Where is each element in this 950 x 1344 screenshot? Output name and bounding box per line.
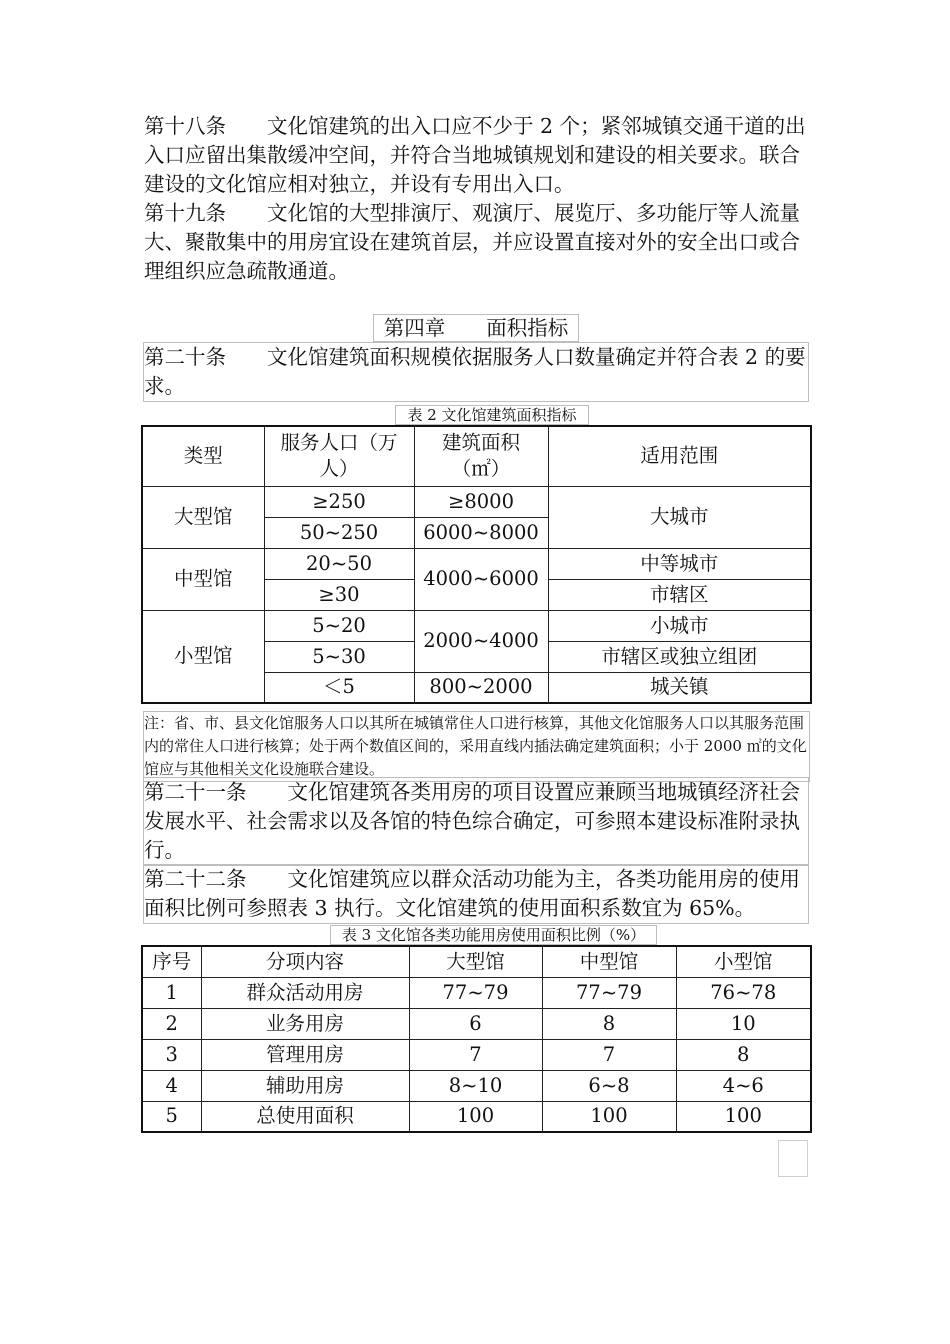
header-index: 序号 [142, 946, 201, 977]
table2-note: 注：省、市、县文化馆服务人口以其所在城镇常住人口进行核算，其他文化馆服务人口以其服务范围内的常住人口进行核算；处于两个数值区间的，采用直线内插法确定建筑面积；小于 2000 ㎡的文化馆应与其他相关文化设施联合建设。 [143, 711, 810, 782]
medium-scope-2: 市辖区 [548, 579, 811, 610]
large-area-2: 6000~8000 [414, 517, 548, 548]
table3-caption: 表 3 文化馆各类功能用房使用面积比例（%） [330, 925, 657, 945]
row-large: 100 [409, 1101, 542, 1132]
row-index: 4 [142, 1070, 201, 1101]
small-pop-1: 5~20 [264, 610, 414, 641]
small-scope-2: 市辖区或独立组团 [548, 641, 811, 672]
header-type: 类型 [142, 426, 264, 486]
small-area-2: 800~2000 [414, 672, 548, 703]
page-corner-frame [778, 1140, 808, 1177]
table-row [142, 1101, 811, 1132]
row-large: 8~10 [409, 1070, 542, 1101]
table-row [142, 977, 811, 1008]
row-small: 76~78 [676, 977, 811, 1008]
row-small: 8 [676, 1039, 811, 1070]
table-row [142, 1070, 811, 1101]
row-medium: 6~8 [542, 1070, 676, 1101]
small-area-1: 2000~4000 [414, 610, 548, 672]
row-medium: 8 [542, 1008, 676, 1039]
type-large: 大型馆 [142, 486, 264, 548]
row-large: 77~79 [409, 977, 542, 1008]
article-21: 第二十一条 文化馆建筑各类用房的项目设置应兼顾当地城镇经济社会发展水平、社会需求以及各馆的特色综合确定，可参照本建设标准附录执行。 [143, 777, 809, 866]
row-small: 4~6 [676, 1070, 811, 1101]
row-small: 100 [676, 1101, 811, 1132]
article-20: 第二十条 文化馆建筑面积规模依据服务人口数量确定并符合表 2 的要求。 [143, 342, 809, 402]
medium-pop-1: 20~50 [264, 548, 414, 579]
table-row [142, 1039, 811, 1070]
article-18: 第十八条 文化馆建筑的出入口应不少于 2 个；紧邻城镇交通干道的出入口应留出集散缓冲空间，并符合当地城镇规划和建设的相关要求。联合建设的文化馆应相对独立，并设有专用出入口。 [144, 114, 806, 196]
header-population: 服务人口（万人） [264, 426, 414, 486]
type-medium: 中型馆 [142, 548, 264, 610]
row-medium: 77~79 [542, 977, 676, 1008]
table-row [142, 1008, 811, 1039]
row-item: 管理用房 [201, 1039, 409, 1070]
header-area: 建筑面积（㎡） [414, 426, 548, 486]
function-ratio-table [141, 945, 812, 1133]
header-scope: 适用范围 [548, 426, 811, 486]
row-medium: 100 [542, 1101, 676, 1132]
row-medium: 7 [542, 1039, 676, 1070]
row-item: 业务用房 [201, 1008, 409, 1039]
small-scope-1: 小城市 [548, 610, 811, 641]
row-small: 10 [676, 1008, 811, 1039]
area-index-table [141, 425, 812, 704]
table2-caption: 表 2 文化馆建筑面积指标 [395, 405, 589, 425]
header-medium: 中型馆 [542, 946, 676, 977]
row-index: 1 [142, 977, 201, 1008]
large-scope: 大城市 [548, 486, 811, 548]
medium-scope-1: 中等城市 [548, 548, 811, 579]
row-large: 6 [409, 1008, 542, 1039]
row-large: 7 [409, 1039, 542, 1070]
row-item: 辅助用房 [201, 1070, 409, 1101]
row-index: 5 [142, 1101, 201, 1132]
header-small: 小型馆 [676, 946, 811, 977]
medium-area: 4000~6000 [414, 548, 548, 610]
header-large: 大型馆 [409, 946, 542, 977]
large-pop-1: ≥250 [264, 486, 414, 517]
small-scope-3: 城关镇 [548, 672, 811, 703]
large-area-1: ≥8000 [414, 486, 548, 517]
article-22: 第二十二条 文化馆建筑应以群众活动功能为主，各类功能用房的使用面积比例可参照表 3 执行。文化馆建筑的使用面积系数宜为 65%。 [143, 864, 809, 924]
large-pop-2: 50~250 [264, 517, 414, 548]
article-19: 第十九条 文化馆的大型排演厅、观演厅、展览厅、多功能厅等人流量大、聚散集中的用房宜设在建筑首层，并应设置直接对外的安全出口或合理组织应急疏散通道。 [144, 201, 800, 283]
type-small: 小型馆 [142, 610, 264, 703]
row-item: 总使用面积 [201, 1101, 409, 1132]
row-index: 2 [142, 1008, 201, 1039]
small-pop-3: ＜5 [264, 672, 414, 703]
row-item: 群众活动用房 [201, 977, 409, 1008]
chapter-heading: 第四章 面积指标 [373, 314, 579, 342]
small-pop-2: 5~30 [264, 641, 414, 672]
header-item: 分项内容 [201, 946, 409, 977]
medium-pop-2: ≥30 [264, 579, 414, 610]
row-index: 3 [142, 1039, 201, 1070]
